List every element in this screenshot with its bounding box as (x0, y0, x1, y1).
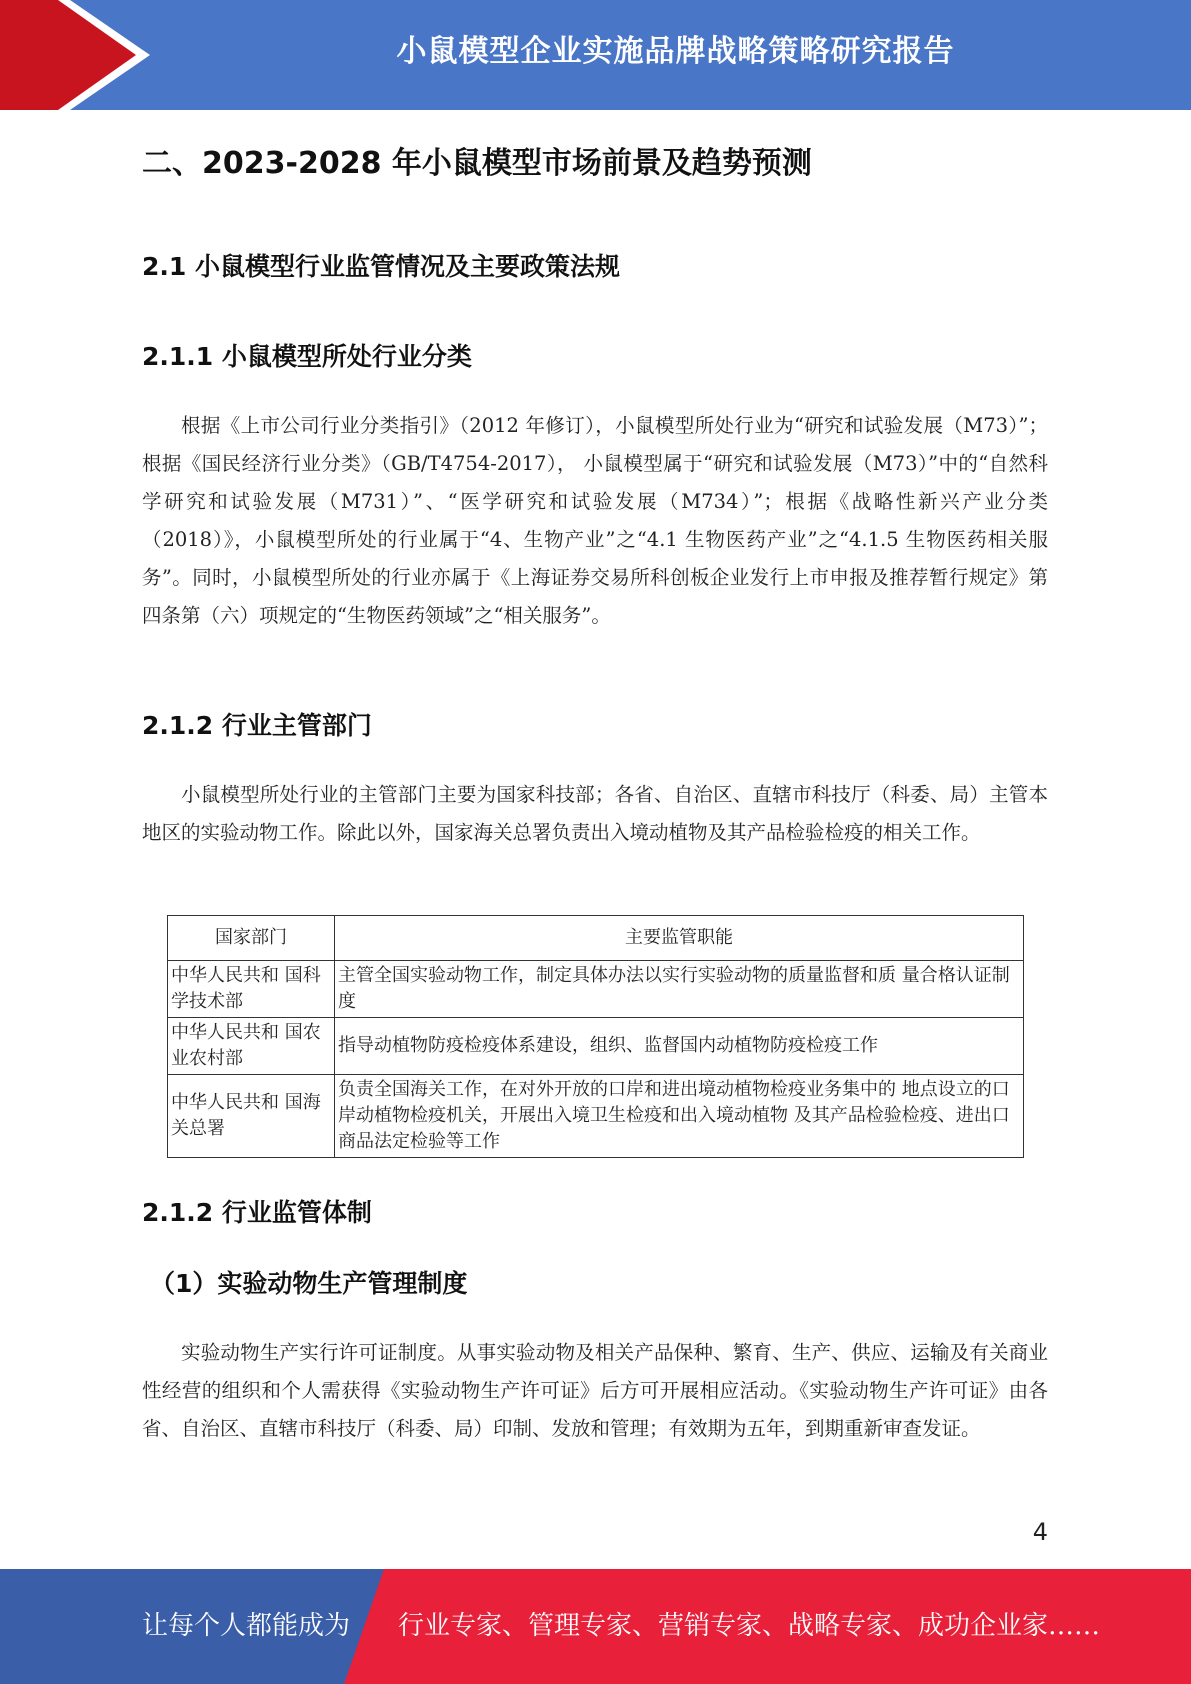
authority-table-container (167, 915, 1024, 1158)
table-cell-department: 中华人民共和 国农业农村部 (168, 1018, 335, 1075)
table-header-department: 国家部门 (168, 916, 335, 961)
table-cell-duty: 负责全国海关工作，在对外开放的口岸和进出境动植物检疫业务集中的 地点设立的口岸动植物检疫机关，开展出入境卫生检疫和出入境动植物 及其产品检验检疫、进出口商品法定检验等工作 (335, 1075, 1024, 1158)
header-arrow-icon (0, 0, 160, 110)
production-license-paragraph: 实验动物生产实行许可证制度。从事实验动物及相关产品保种、繁育、生产、供应、运输及有关商业性经营的组织和个人需获得《实验动物生产许可证》后方可开展相应活动。《实验动物生产许可证》由各省、自治区、直辖市科技厅（科委、局）印制、发放和管理；有效期为五年，到期重新审查发证。 (142, 1341, 1048, 1440)
subsection-2-1-title: 2.1 小鼠模型行业监管情况及主要政策法规 (142, 252, 620, 281)
table-row (168, 1018, 1024, 1075)
authority-paragraph: 小鼠模型所处行业的主管部门主要为国家科技部；各省、自治区、直辖市科技厅（科委、局）主管本地区的实验动物工作。除此以外，国家海关总署负责出入境动植物及其产品检验检疫的相关工作。 (142, 783, 1048, 844)
table-cell-department: 中华人民共和 国科学技术部 (168, 961, 335, 1018)
subsection-2-1-1-title: 2.1.1 小鼠模型所处行业分类 (142, 342, 472, 371)
section-title: 二、2023-2028 年小鼠模型市场前景及趋势预测 (142, 146, 812, 181)
footer-slogan-left: 让每个人都能成为 (142, 1611, 351, 1641)
header-banner (0, 0, 1191, 110)
table-cell-duty: 主管全国实验动物工作，制定具体办法以实行实验动物的质量监督和质 量合格认证制度 (335, 961, 1024, 1018)
footer-banner (0, 1569, 1191, 1684)
production-management-title: （1）实验动物生产管理制度 (150, 1269, 468, 1298)
authority-table (167, 915, 1024, 1158)
table-cell-duty: 指导动植物防疫检疫体系建设，组织、监督国内动植物防疫检疫工作 (335, 1018, 1024, 1075)
header-title: 小鼠模型企业实施品牌战略策略研究报告 (396, 34, 955, 69)
table-cell-department: 中华人民共和 国海关总署 (168, 1075, 335, 1158)
page-number: 4 (1032, 1518, 1048, 1546)
table-row (168, 961, 1024, 1018)
table-row (168, 1075, 1024, 1158)
table-header-duty: 主要监管职能 (335, 916, 1024, 961)
subsection-regulatory-system-title: 2.1.2 行业监管体制 (142, 1198, 372, 1227)
subsection-2-1-2-title: 2.1.2 行业主管部门 (142, 711, 372, 740)
industry-classification-paragraph: 根据《上市公司行业分类指引》（2012 年修订），小鼠模型所处行业为“研究和试验发展（M73）”；根据《国民经济行业分类》（GB/T4754-2017）， 小鼠模型属于“研究和试验发展（M73）”中的“自然科学研究和试验发展（M731）”、“医学研究和试验发展（M734）”；根据《战略性新兴产业分类（2018）》，小鼠模型所处的行业属于“4、生物产业”之“4.1 生物医药产业”之“4.1.5 生物医药相关服务”。同时，小鼠模型所处的行业亦属于《上海证券交易所科创板企业发行上市申报及推荐暂行规定》第四条第（六）项规定的“生物医药领域”之“相关服务”。 (142, 414, 1048, 627)
footer-slogan-right: 行业专家、管理专家、营销专家、战略专家、成功企业家…… (398, 1611, 1101, 1641)
